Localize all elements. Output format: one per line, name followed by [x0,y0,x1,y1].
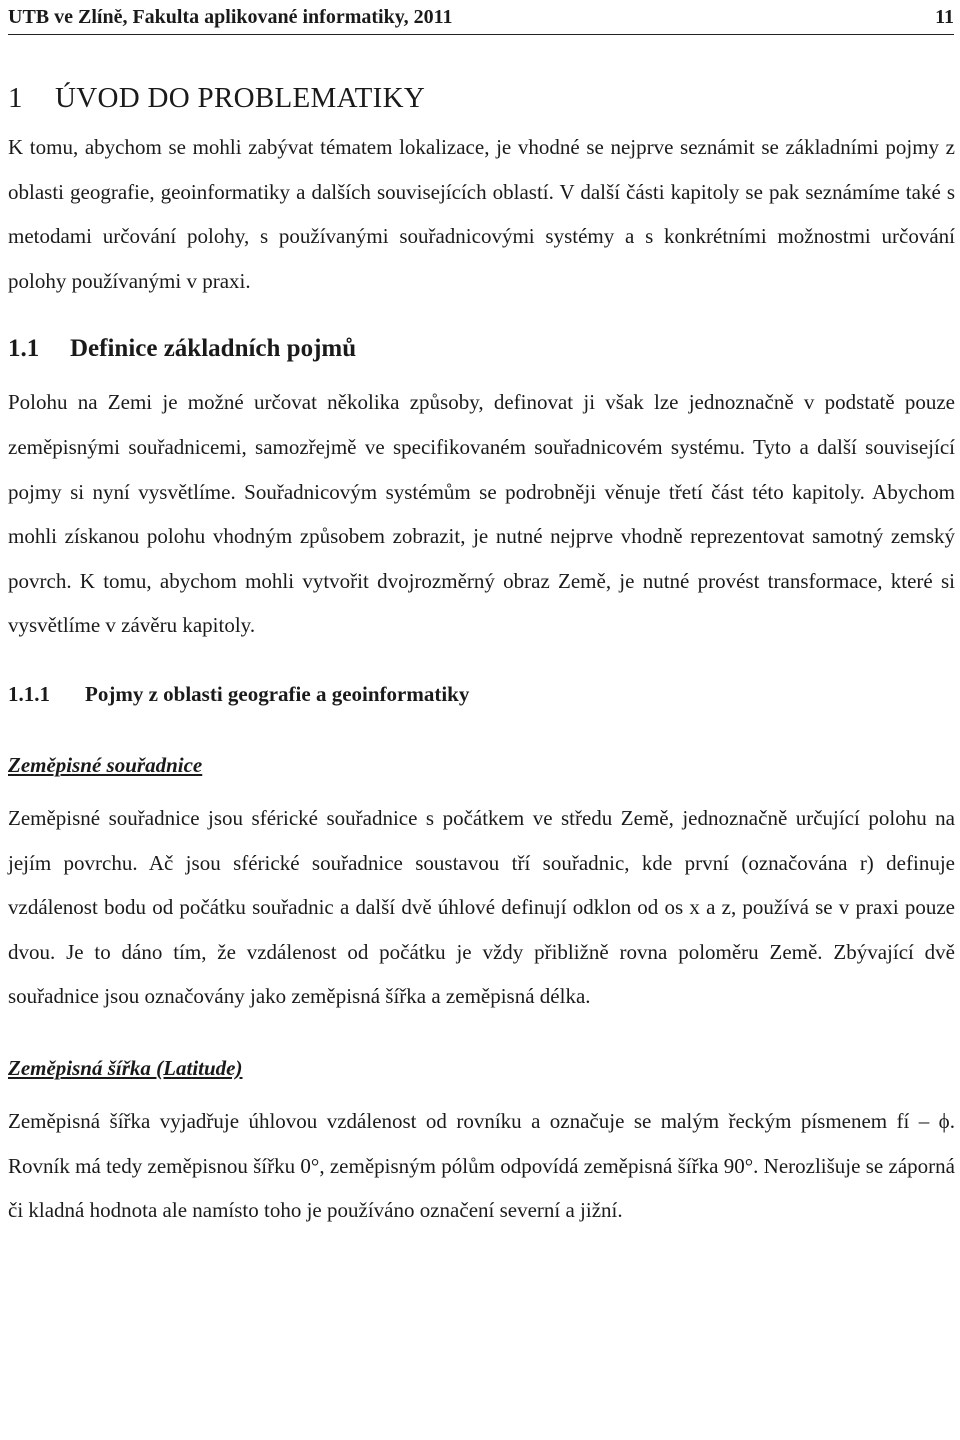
term-paragraph-latitude: Zeměpisná šířka vyjadřuje úhlovou vzdálenost od rovníku a označuje se malým řeckým písmenem fí – ϕ. Rovník má tedy zeměpisnou šířku 0°, zeměpisným pólům odpovídá zeměpisná šířka 90°. Nerozlišuje se záporná či kladná hodnota ale namísto toho je používáno označení severní a jižní. [8,1108,955,1223]
chapter-number: 1 [8,82,23,114]
section-title: Definice základních pojmů [70,335,357,363]
term-heading-latitude: Zeměpisná šířka (Latitude) [8,1055,243,1080]
section-number: 1.1 [8,335,40,363]
term-heading-coordinates: Zeměpisné souřadnice [8,752,203,777]
subsection-heading [8,672,955,716]
subsection-title: Pojmy z oblasti geografie a geoinformatiky [85,681,470,706]
header-title: UTB ve Zlíně, Fakulta aplikované informatiky, 2011 [8,5,453,28]
page-number: 11 [935,5,954,28]
running-header [8,0,954,35]
subsection-number: 1.1.1 [8,681,50,706]
term-paragraph-coordinates: Zeměpisné souřadnice jsou sférické souřadnice s počátkem ve středu Země, jednoznačně určující polohu na jejím povrchu. Ač jsou sférické souřadnice soustavou tří souřadnic, kde první (označována r) definuje vzdálenost bodu od počátku souřadnic a další dvě úhlové definují odklon od os x a z, používá se v praxi pouze dvou. Je to dáno tím, že vzdálenost od počátku je vždy přibližně rovna poloměru Země. Zbývající dvě souřadnice jsou označovány jako zeměpisná šířka a zeměpisná délka. [8,805,955,1009]
chapter-title: ÚVOD DO PROBLEMATIKY [55,82,426,114]
chapter-intro-paragraph: K tomu, abychom se mohli zabývat tématem lokalizace, je vhodné se nejprve seznámit se základními pojmy z oblasti geografie, geoinformatiky a dalších souvisejících oblastí. V další části kapitoly se pak seznámíme také s metodami určování polohy, s používanými souřadnicovými systémy a s konkrétními možnostmi určování polohy používanými v praxi. [8,135,955,293]
chapter-heading [8,76,955,120]
section-paragraph: Polohu na Zemi je možné určovat několika způsoby, definovat ji však lze jednoznačně v podstatě pouze zeměpisnými souřadnicemi, samozřejmě ve specifikovaném souřadnicovém systému. Tyto a další související pojmy si nyní vysvětlíme. Souřadnicovým systémům se podrobněji věnuje třetí část této kapitoly. Abychom mohli získanou polohu vhodným způsobem zobrazit, je nutné nejprve vhodně reprezentovat samotný zemský povrch. K tomu, abychom mohli vytvořit dvojrozměrný obraz Země, je nutné provést transformace, které si vysvětlíme v závěru kapitoly. [8,390,955,638]
section-heading [8,327,955,371]
page-content [8,76,955,1233]
